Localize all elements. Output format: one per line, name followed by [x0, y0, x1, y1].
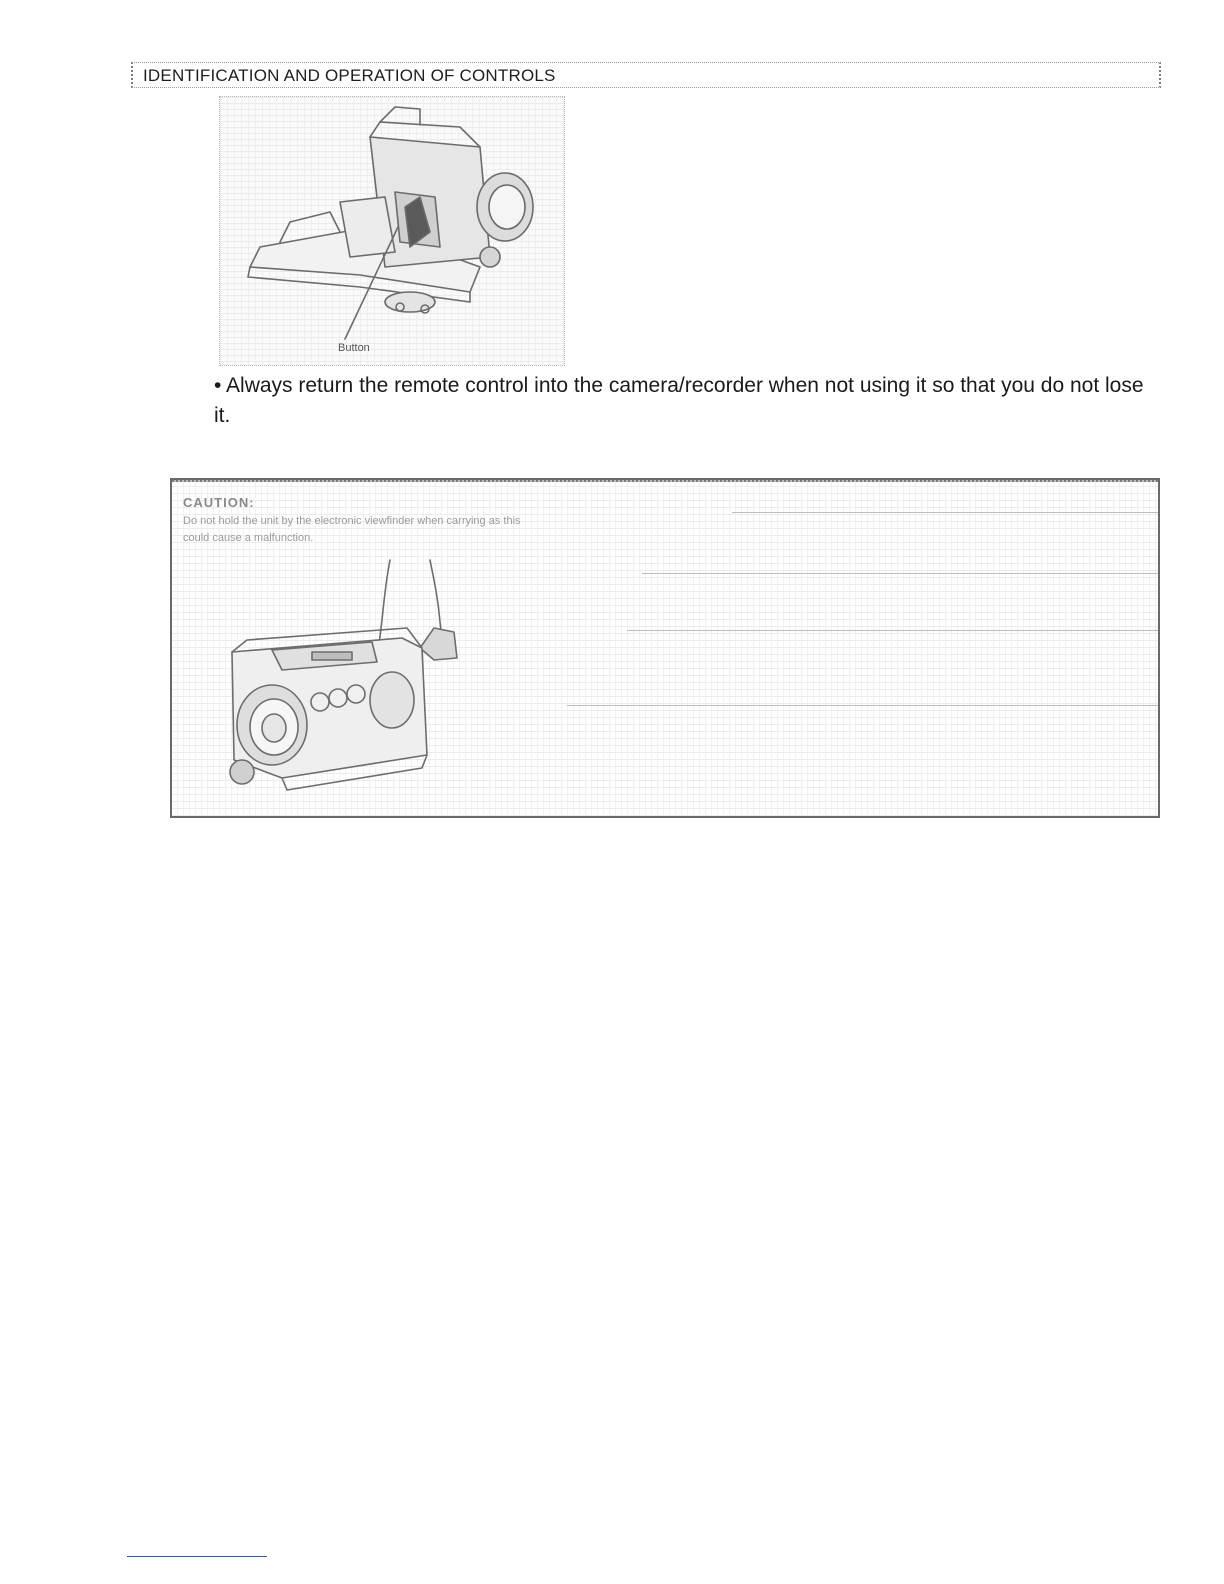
remote-storage-instruction: • Always return the remote control into the camera/recorder when not using it so that you do not lose it.: [214, 374, 1144, 427]
caution-body: Do not hold the unit by the electronic viewfinder when carrying as this could cause a malfunction.: [183, 515, 521, 544]
section-header: [131, 62, 1161, 88]
caution-box: [170, 478, 1160, 818]
camcorder-remote-illustration: [220, 97, 566, 367]
caution-title: CAUTION:: [183, 495, 255, 510]
divider-line: [642, 573, 1160, 574]
button-callout-label: Button: [338, 342, 370, 354]
hand-holding-camcorder-illustration: [172, 540, 512, 818]
remote-control-figure: [219, 96, 565, 366]
divider-line: [732, 512, 1160, 513]
divider-line: [627, 630, 1160, 631]
camcorder-carry-figure: [172, 540, 512, 818]
section-title: IDENTIFICATION AND OPERATION OF CONTROLS: [143, 66, 556, 85]
footer-link-underline: [127, 1556, 267, 1557]
divider-line: [567, 705, 1160, 706]
